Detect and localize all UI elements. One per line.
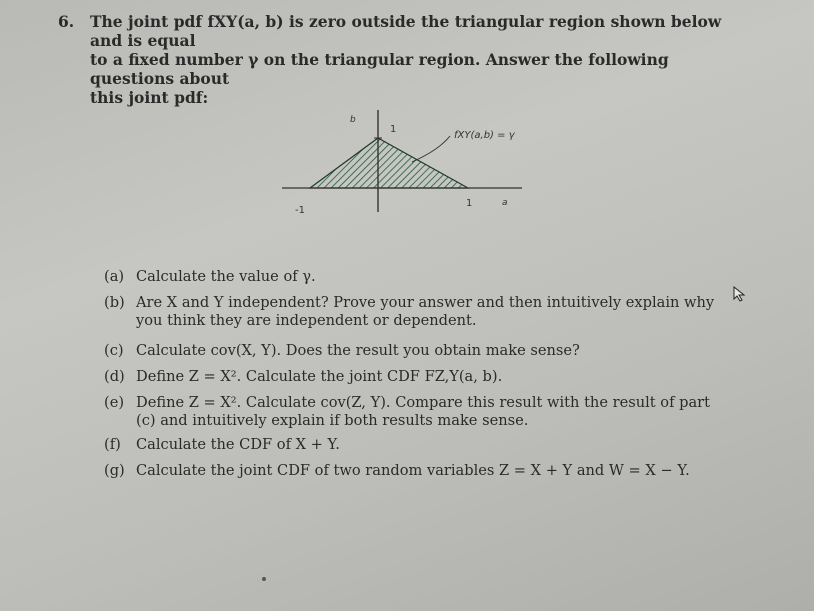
question-label: (d)	[104, 368, 125, 385]
question-c	[104, 342, 580, 360]
question-label: (f)	[104, 436, 121, 453]
mouse-pointer-icon	[733, 286, 747, 302]
question-b	[104, 294, 714, 330]
question-text-continued: (c) and intuitively explain if both results make sense.	[136, 412, 529, 429]
triangle-region-figure	[270, 100, 540, 230]
question-a	[104, 268, 316, 286]
question-text: Define Z = X². Calculate cov(Z, Y). Compare this result with the result of part	[136, 394, 710, 411]
tick-left-label: -1	[295, 205, 305, 216]
question-label: (e)	[104, 394, 125, 411]
problem-line: The joint pdf fXY(a, b) is zero outside the triangular region shown below and is equal	[90, 12, 722, 50]
problem-line: this joint pdf:	[90, 88, 209, 107]
question-text: Calculate cov(X, Y). Does the result you obtain make sense?	[136, 342, 580, 359]
question-d	[104, 368, 502, 386]
problem-line: to a fixed number γ on the triangular region. Answer the following questions about	[90, 50, 669, 88]
question-label: (a)	[104, 268, 125, 285]
question-f	[104, 436, 340, 454]
problem-statement	[58, 12, 748, 107]
a-axis-label: a	[502, 198, 508, 208]
b-axis-label: b	[350, 115, 356, 125]
annotation-arrow	[412, 136, 450, 162]
question-text: Define Z = X². Calculate the joint CDF FZ,Y(a, b).	[136, 368, 503, 385]
ink-dot	[262, 577, 266, 581]
tick-right-label: 1	[466, 198, 473, 209]
question-label: (g)	[104, 462, 125, 479]
question-text: Calculate the joint CDF of two random variables Z = X + Y and W = X − Y.	[136, 462, 690, 479]
question-g	[104, 462, 690, 480]
tick-top-label: 1	[390, 124, 397, 135]
pdf-annotation: fXY(a,b) = γ	[454, 130, 515, 141]
question-text: Calculate the value of γ.	[136, 268, 316, 285]
shaded-triangle	[310, 138, 468, 188]
question-text: Are X and Y independent? Prove your answer and then intuitively explain why	[136, 294, 715, 311]
question-text: Calculate the CDF of X + Y.	[136, 436, 340, 453]
question-label: (c)	[104, 342, 124, 359]
problem-number: 6.	[58, 12, 75, 31]
problem-text	[90, 12, 748, 107]
question-label: (b)	[104, 294, 125, 311]
question-e	[104, 394, 710, 430]
question-text-continued: you think they are independent or dependent.	[136, 312, 477, 329]
